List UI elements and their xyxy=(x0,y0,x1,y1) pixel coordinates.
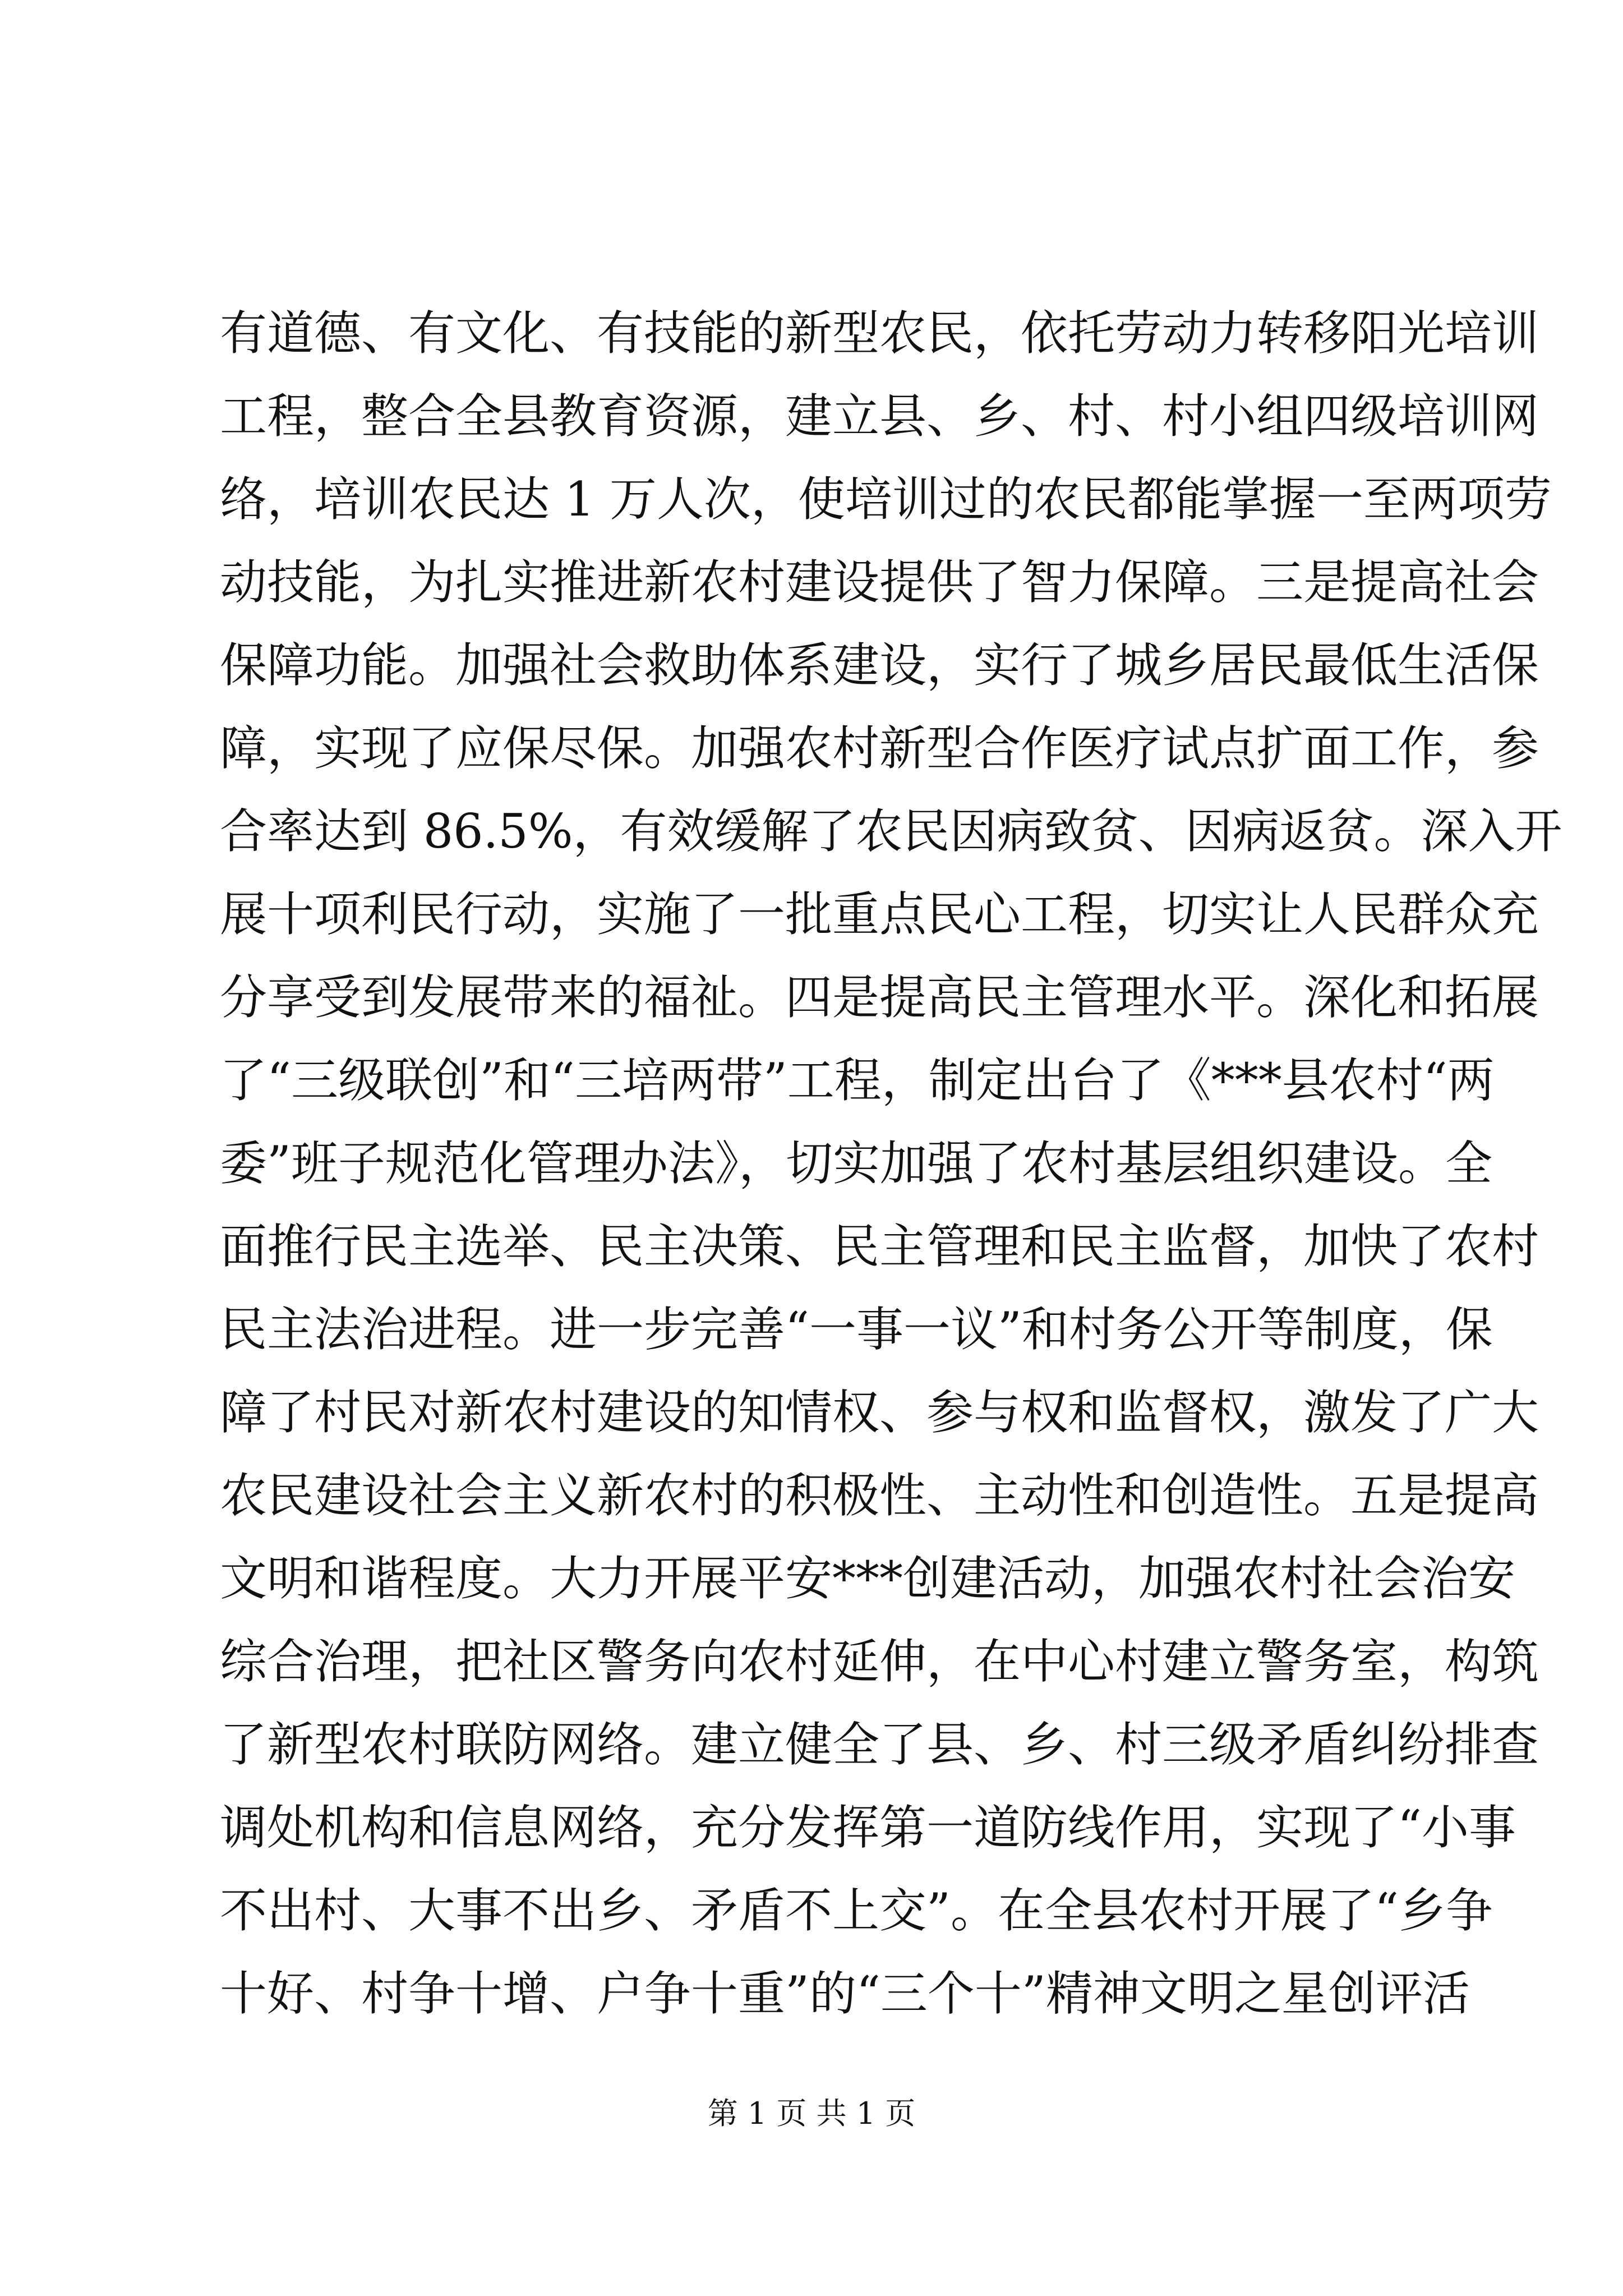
text-line-3: 络，培训农民达 1 万人次，使培训过的农民都能掌握一至两项劳 xyxy=(220,472,1552,527)
text-line-10: 了“三级联创”和“三培两带”工程，制定出台了《***县农村“两 xyxy=(220,1053,1495,1108)
text-line-14: 障了村民对新农村建设的知情权、参与权和监督权，激发了广大 xyxy=(220,1385,1539,1440)
text-line-1: 有道德、有文化、有技能的新型农民，依托劳动力转移阳光培训 xyxy=(220,306,1539,361)
text-line-11: 委”班子规范化管理办法》，切实加强了农村基层组织建设。全 xyxy=(220,1136,1492,1191)
text-line-8: 展十项利民行动，实施了一批重点民心工程，切实让人民群众充 xyxy=(220,887,1539,942)
body-text xyxy=(220,292,1562,2035)
text-line-17: 综合治理，把社区警务向农村延伸，在中心村建立警务室，构筑 xyxy=(220,1634,1539,1689)
text-line-5: 保障功能。加强社会救助体系建设，实行了城乡居民最低生活保 xyxy=(220,638,1539,693)
page-number-label: 第 1 页 共 1 页 xyxy=(707,2096,916,2131)
text-line-7: 合率达到 86.5%，有效缓解了农民因病致贫、因病返贫。深入开 xyxy=(220,804,1562,859)
text-line-15: 农民建设社会主义新农村的积极性、主动性和创造性。五是提高 xyxy=(220,1468,1539,1523)
text-line-18: 了新型农村联防网络。建立健全了县、乡、村三级矛盾纠纷排查 xyxy=(220,1717,1539,1772)
text-line-13: 民主法治进程。进一步完善“一事一议”和村务公开等制度，保 xyxy=(220,1302,1493,1357)
text-line-2: 工程，整合全县教育资源，建立县、乡、村、村小组四级培训网 xyxy=(220,389,1539,444)
text-line-21: 十好、村争十增、户争十重”的“三个十”精神文明之星创评活 xyxy=(220,1966,1470,2021)
text-line-12: 面推行民主选举、民主决策、民主管理和民主监督，加快了农村 xyxy=(220,1219,1539,1274)
text-line-16: 文明和谐程度。大力开展平安***创建活动，加强农村社会治安 xyxy=(220,1551,1516,1606)
text-line-19: 调处机构和信息网络，充分发挥第一道防线作用，实现了“小事 xyxy=(220,1800,1516,1855)
text-line-20: 不出村、大事不出乡、矛盾不上交”。在全县农村开展了“乡争 xyxy=(220,1883,1493,1938)
text-line-6: 障，实现了应保尽保。加强农村新型合作医疗试点扩面工作，参 xyxy=(220,721,1539,776)
page-footer xyxy=(0,2091,1623,2136)
text-line-4: 动技能，为扎实推进新农村建设提供了智力保障。三是提高社会 xyxy=(220,555,1539,610)
text-line-9: 分享受到发展带来的福祉。四是提高民主管理水平。深化和拓展 xyxy=(220,970,1539,1025)
